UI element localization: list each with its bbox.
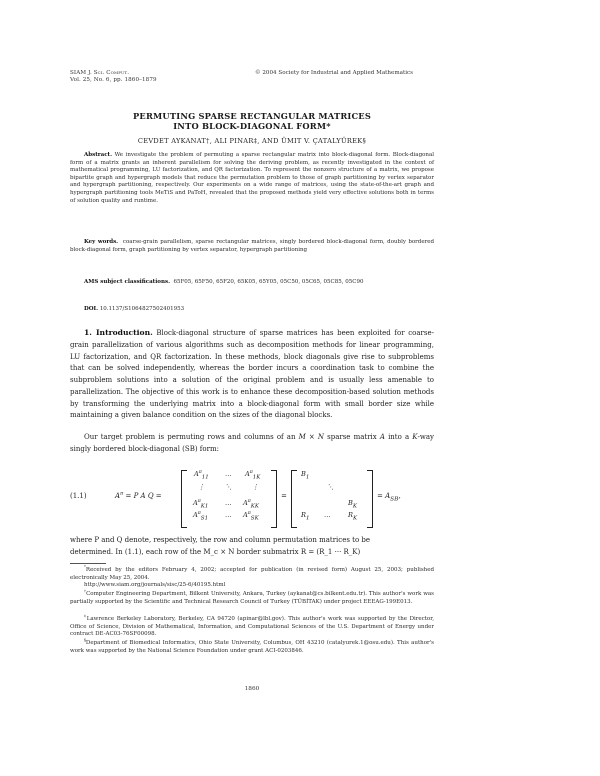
matrix-cell: $B_1$ [301,470,310,481]
volume-info: Vol. 25, No. 6, pp. 1860–1879 [70,77,157,84]
introduction-paragraph-2 [70,432,434,456]
footnote-mark: ‡ [84,613,87,619]
footnote-aykanat [70,588,435,606]
equation-number: (1.1) [70,492,87,500]
page-number: 1860 [244,686,260,692]
left-bracket [181,470,187,528]
title-line-2: INTO BLOCK-DIAGONAL FORM* [173,121,331,132]
footnote-mark: § [84,637,86,643]
introduction-paragraph-1 [70,327,434,422]
matrix-cell: ⋮ [198,483,205,491]
equals-sign: = [281,492,287,500]
ams-text: 65F05, 65F50, 65F20, 65K05, 65Y05, 05C50, 05C65, 05C85, 05C90 [173,279,364,285]
abstract-label: Abstract. [84,152,113,158]
text-run: sparse matrix [324,433,380,441]
footnote-text: Lawrence Berkeley Laboratory, Berkeley, CA 94720 (apinar@lbl.gov). This author's work was supported by the Director, Office of Science, Division of Mathematical, Information, and Computational Sciences of the U.S. Department of Energy under contract DE-AC03-76SF00098. [70,616,434,637]
matrix-cell: … [324,511,331,519]
matrix-cell: $A^\pi_{1K}$ [245,469,261,481]
footnote-text: Department of Biomedical Informatics, Ohio State University, Columbus, OH 43210 (catalyurek.1@osu.edu). This author's work was supported by the National Science Foundation under grant ACI-0203846. [70,640,434,654]
footnote-mark: * [84,564,86,570]
running-head [70,70,157,85]
keywords-label: Key words. [84,239,119,245]
equation-rhs: = $A_{SB}$, [377,492,401,503]
text-run: Our target problem is permuting rows and columns of an [84,433,299,441]
ams-classifications [70,279,434,287]
keywords-text: coarse-grain parallelism, sparse rectangular matrices, singly bordered block-diagonal form, doubly bordered block-diagonal form, graph partitioning by vertex separator, hypergraph partitioning [70,239,434,253]
footnote-text: Computer Engineering Department, Bilkent University, Ankara, Turkey (aykanat@cs.bilkent.edu.tr). This author's work was partially supported by the Scientific and Technical Research Council of Turkey (TÜBİTAK) under project EEEAG-199E013. [70,591,435,605]
section-heading: 1. Introduction. [84,328,153,337]
paper-title [70,111,434,132]
copyright-notice: © 2004 Society for Industrial and Applied Mathematics [255,70,414,76]
text-run: into a [384,433,413,441]
right-bracket [271,470,277,528]
abstract [70,152,434,205]
matrix-cell: $R_1$ [301,511,310,522]
matrix-cell: … [225,470,232,478]
math-A: A [379,433,385,441]
footnote-pinar [70,613,434,639]
intro-text: Block-diagonal structure of sparse matrices has been exploited for coarse-grain parallelization of various algorithms such as decomposition methods for linear programming, LU factorization, and QR factorization. In these methods, block diagonals give rise to subproblems that can be solved independently, whereas the border incurs a coordination task to combine the subproblem solutions into a solution of the original problem and is usually less amenable to parallelization. The objective of this work is to enhance these decomposition-based solution methods by transforming the underlying matrix into a block-diagonal form with small border size while maintaining a given balance condition on the sizes of the diagonal blocks. [70,329,434,420]
footnote-catalyurek [70,637,434,655]
keywords [70,239,434,254]
journal-name: SIAM J. Sci. Comput. [70,70,130,76]
post-eq-line-2: determined. In (1.1), each row of the M_c × N border submatrix R = (R_1 ··· R_K) [70,547,361,556]
matrix-cell: ⋱ [225,483,232,491]
right-bracket [367,470,373,528]
equation-lhs: $A^\pi = P$ A Q = [115,490,162,500]
left-bracket [291,470,297,528]
matrix-cell: $R_K$ [348,511,358,522]
math-K: K [412,433,418,441]
doi [70,306,434,314]
post-eq-line-1: where P and Q denote, respectively, the row and column permutation matrices to be [70,536,371,544]
matrix-cell: $A^\pi_{KK}$ [243,498,260,510]
matrix-cell: ⋱ [327,483,334,491]
journal-url[interactable]: http://www.siam.org/journals/sisc/25-6/40195.html [84,582,226,588]
math-dim: M × N [298,433,324,441]
text-run: -way singly bordered block-diagonal (SB) form: [70,433,435,453]
matrix-cell: $B_K$ [348,499,357,510]
footnote-rule [70,563,106,564]
matrix-cell: $A^\pi_{11}$ [194,469,209,481]
abstract-text: We investigate the problem of permuting a sparse rectangular matrix into block-diagonal form. Block-diagonal form of a matrix grants an inherent parallelism for solving the deriving problem, as recently investigated in the context of mathematical programming, LU factorization, and QR factorization. To represent the nonzero structure of a matrix, we propose bipartite graph and hypergraph models that reduce the permutation problem to those of graph partitioning by vertex separator and hypergraph partitioning, respectively. Our experiments on a wide range of matrices, using the state-of-the-art graph and hypergraph partitioning tools MeTiS and PaToH, revealed that the proposed methods yield very effective solutions both in terms of solution quality and runtime. [70,152,434,204]
matrix-permuted [181,470,277,527]
title-line-1: PERMUTING SPARSE RECTANGULAR MATRICES [132,111,372,121]
footnote-received [70,564,434,590]
matrix-cell: … [225,499,232,507]
matrix-cell: $A^\pi_{SK}$ [243,510,259,522]
author-list: CEVDET AYKANAT†, ALI PINAR‡, AND ÜMIT V. ÇATALYÜREK§ [137,137,367,145]
matrix-sb-form [291,470,373,527]
footnote-mark: † [84,588,87,594]
doi-value: 10.1137/S1064827502401953 [99,306,185,312]
matrix-cell: $A^\pi_{S1}$ [193,510,209,522]
post-equation-text [70,535,434,559]
matrix-cell: ⋮ [252,483,259,491]
ams-label: AMS subject classifications. [84,279,170,285]
footnote-text: Received by the editors February 4, 2002; accepted for publication (in revised form) August 25, 2003; published electronically May 25, 2004. [70,567,434,581]
doi-label: DOI. [84,306,99,312]
matrix-cell: $A^\pi_{K1}$ [193,498,209,510]
matrix-cell: … [225,511,232,519]
